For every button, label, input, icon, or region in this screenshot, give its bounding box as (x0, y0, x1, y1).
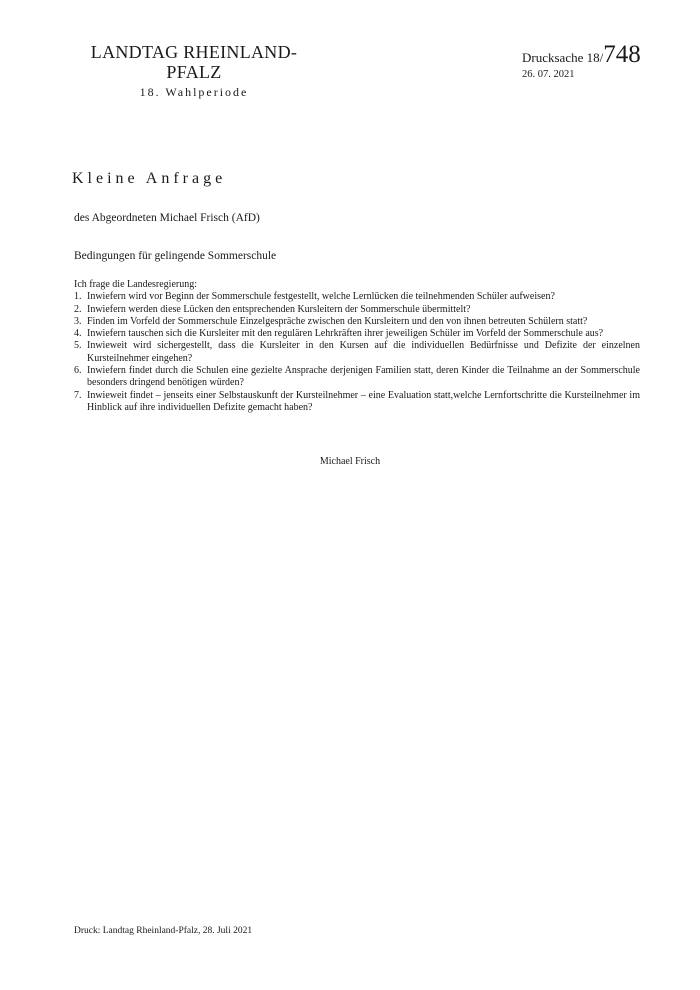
question-number: 1. (74, 291, 82, 303)
question-text: Inwieweit wird sichergestellt, dass die Kursleiter in den Kursen auf die individuellen Bedürfnisse und Defizite der einzelnen Kursteilnehmer eingehen? (87, 340, 640, 364)
subject-title: Bedingungen für gelingende Sommerschule (74, 250, 277, 262)
question-body (74, 279, 640, 414)
question-number: 6. (74, 365, 82, 377)
print-footer: Druck: Landtag Rheinland-Pfalz, 28. Juli 2021 (74, 926, 253, 936)
question-number: 5. (74, 340, 82, 352)
question-item (74, 291, 640, 303)
question-text: Inwiefern findet durch die Schulen eine gezielte Ansprache derjenigen Familien statt, deren Kinder die Teilnahme an der Sommerschule besonders dringend benötigen würden? (87, 365, 640, 389)
question-item (74, 316, 640, 328)
question-text: Finden im Vorfeld der Sommerschule Einzelgespräche zwischen den Kursleitern und den von ihnen betreuten Schülern statt? (87, 315, 588, 327)
question-list (74, 291, 640, 414)
parliament-name: LANDTAG RHEINLAND-PFALZ (90, 42, 298, 82)
header-document-info (522, 42, 641, 80)
question-number: 2. (74, 303, 82, 315)
legislative-period: 18. Wahlperiode (139, 85, 249, 99)
question-text: Inwiefern tauschen sich die Kursleiter mit den regulären Lehrkräften ihrer jeweiligen Schüler im Vorfeld der Sommerschule aus? (87, 328, 604, 340)
intro-text: Ich frage die Landesregierung: (74, 279, 197, 290)
author-line: des Abgeordneten Michael Frisch (AfD) (74, 212, 260, 224)
question-text: Inwiefern wird vor Beginn der Sommerschule festgestellt, welche Lernlücken die teilnehmenden Schüler aufweisen? (87, 291, 555, 303)
question-item (74, 328, 640, 340)
question-text: Inwiefern werden diese Lücken den entsprechenden Kursleitern der Sommerschule übermittelt? (87, 303, 471, 315)
document-date: 26. 07. 2021 (522, 69, 575, 80)
signature: Michael Frisch (319, 456, 381, 467)
document-type-title: Kleine Anfrage (72, 170, 227, 187)
question-number: 4. (74, 328, 82, 340)
question-item (74, 365, 640, 390)
question-number: 7. (74, 389, 82, 401)
header-institution (74, 42, 314, 100)
drucksache-line (522, 42, 641, 68)
question-item (74, 390, 640, 415)
drucksache-number: 748 (603, 41, 641, 68)
drucksache-label: Drucksache 18/ (522, 50, 604, 65)
question-text: Inwieweit findet – jenseits einer Selbstauskunft der Kursteilnehmer – eine Evaluation statt,welche Lernfortschritte die Kursteilnehmer im Hinblick auf ihre individuellen Defizite gemacht haben? (87, 389, 640, 413)
question-item (74, 304, 640, 316)
question-number: 3. (74, 315, 82, 327)
question-item (74, 340, 640, 365)
